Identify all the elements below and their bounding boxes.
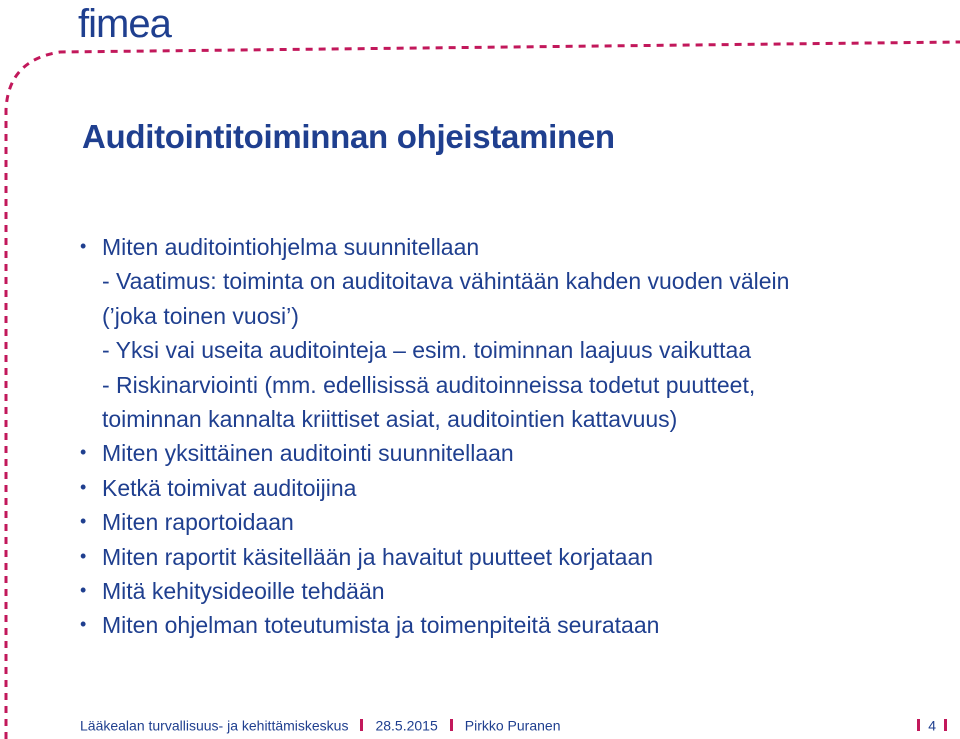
bullet-continuation [80,299,940,333]
line-text: Miten ohjelman toteutumista ja toimenpiteitä seurataan [102,612,660,639]
line-text: toiminnan kannalta kriittiset asiat, auditointien kattavuus) [102,406,678,433]
bullet-item [80,505,940,539]
line-text: (’joka toinen vuosi’) [102,302,299,329]
bullet-continuation [80,264,940,298]
line-text: Miten raportit käsitellään ja havaitut puutteet korjataan [102,543,654,570]
bullet-continuation [80,402,940,436]
bullet-item [80,540,940,574]
bullet-item [80,574,940,608]
slide-footer [80,716,955,733]
bullet-item [80,230,940,264]
line-text: Miten raportoidaan [102,509,294,536]
bullet-continuation [80,333,940,367]
bullet-icon: • [80,511,87,532]
page-number: 4 [928,717,936,734]
line-text: - Riskinarviointi (mm. edellisissä auditoinneissa todetut puutteet, [102,371,756,398]
bullet-icon: • [80,442,87,463]
footer-author: Pirkko Puranen [464,717,561,734]
footer-separator [917,719,920,731]
line-text: Miten yksittäinen auditointi suunnitellaan [102,440,514,467]
bullet-icon: • [80,580,87,601]
slide-content [80,230,940,643]
footer-organization: Lääkealan turvallisuus- ja kehittämiskeskus [80,717,349,734]
slide-title: Auditointitoiminnan ohjeistaminen [82,118,615,155]
bullet-icon: • [80,236,87,256]
line-text: - Yksi vai useita auditointeja – esim. toiminnan laajuus vaikuttaa [102,337,752,364]
bullet-item [80,436,940,470]
line-text: Mitä kehitysideoille tehdään [102,578,385,605]
bullet-item [80,471,940,505]
line-text: Ketkä toimivat auditoijina [102,474,357,501]
fimea-logo: fimea [78,2,171,46]
bullet-icon: • [80,614,87,635]
footer-separator [360,719,363,731]
bullet-icon: • [80,476,87,497]
footer-separator [450,719,453,731]
bullet-item [80,608,940,642]
line-text: Miten auditointiohjelma suunnitellaan [102,234,480,260]
line-text: - Vaatimus: toiminta on auditoitava vähintään kahden vuoden välein [102,268,790,295]
bullet-continuation [80,368,940,402]
page-number-box [909,716,955,733]
bullet-icon: • [80,545,87,566]
footer-date: 28.5.2015 [375,717,438,734]
footer-separator [944,719,947,731]
